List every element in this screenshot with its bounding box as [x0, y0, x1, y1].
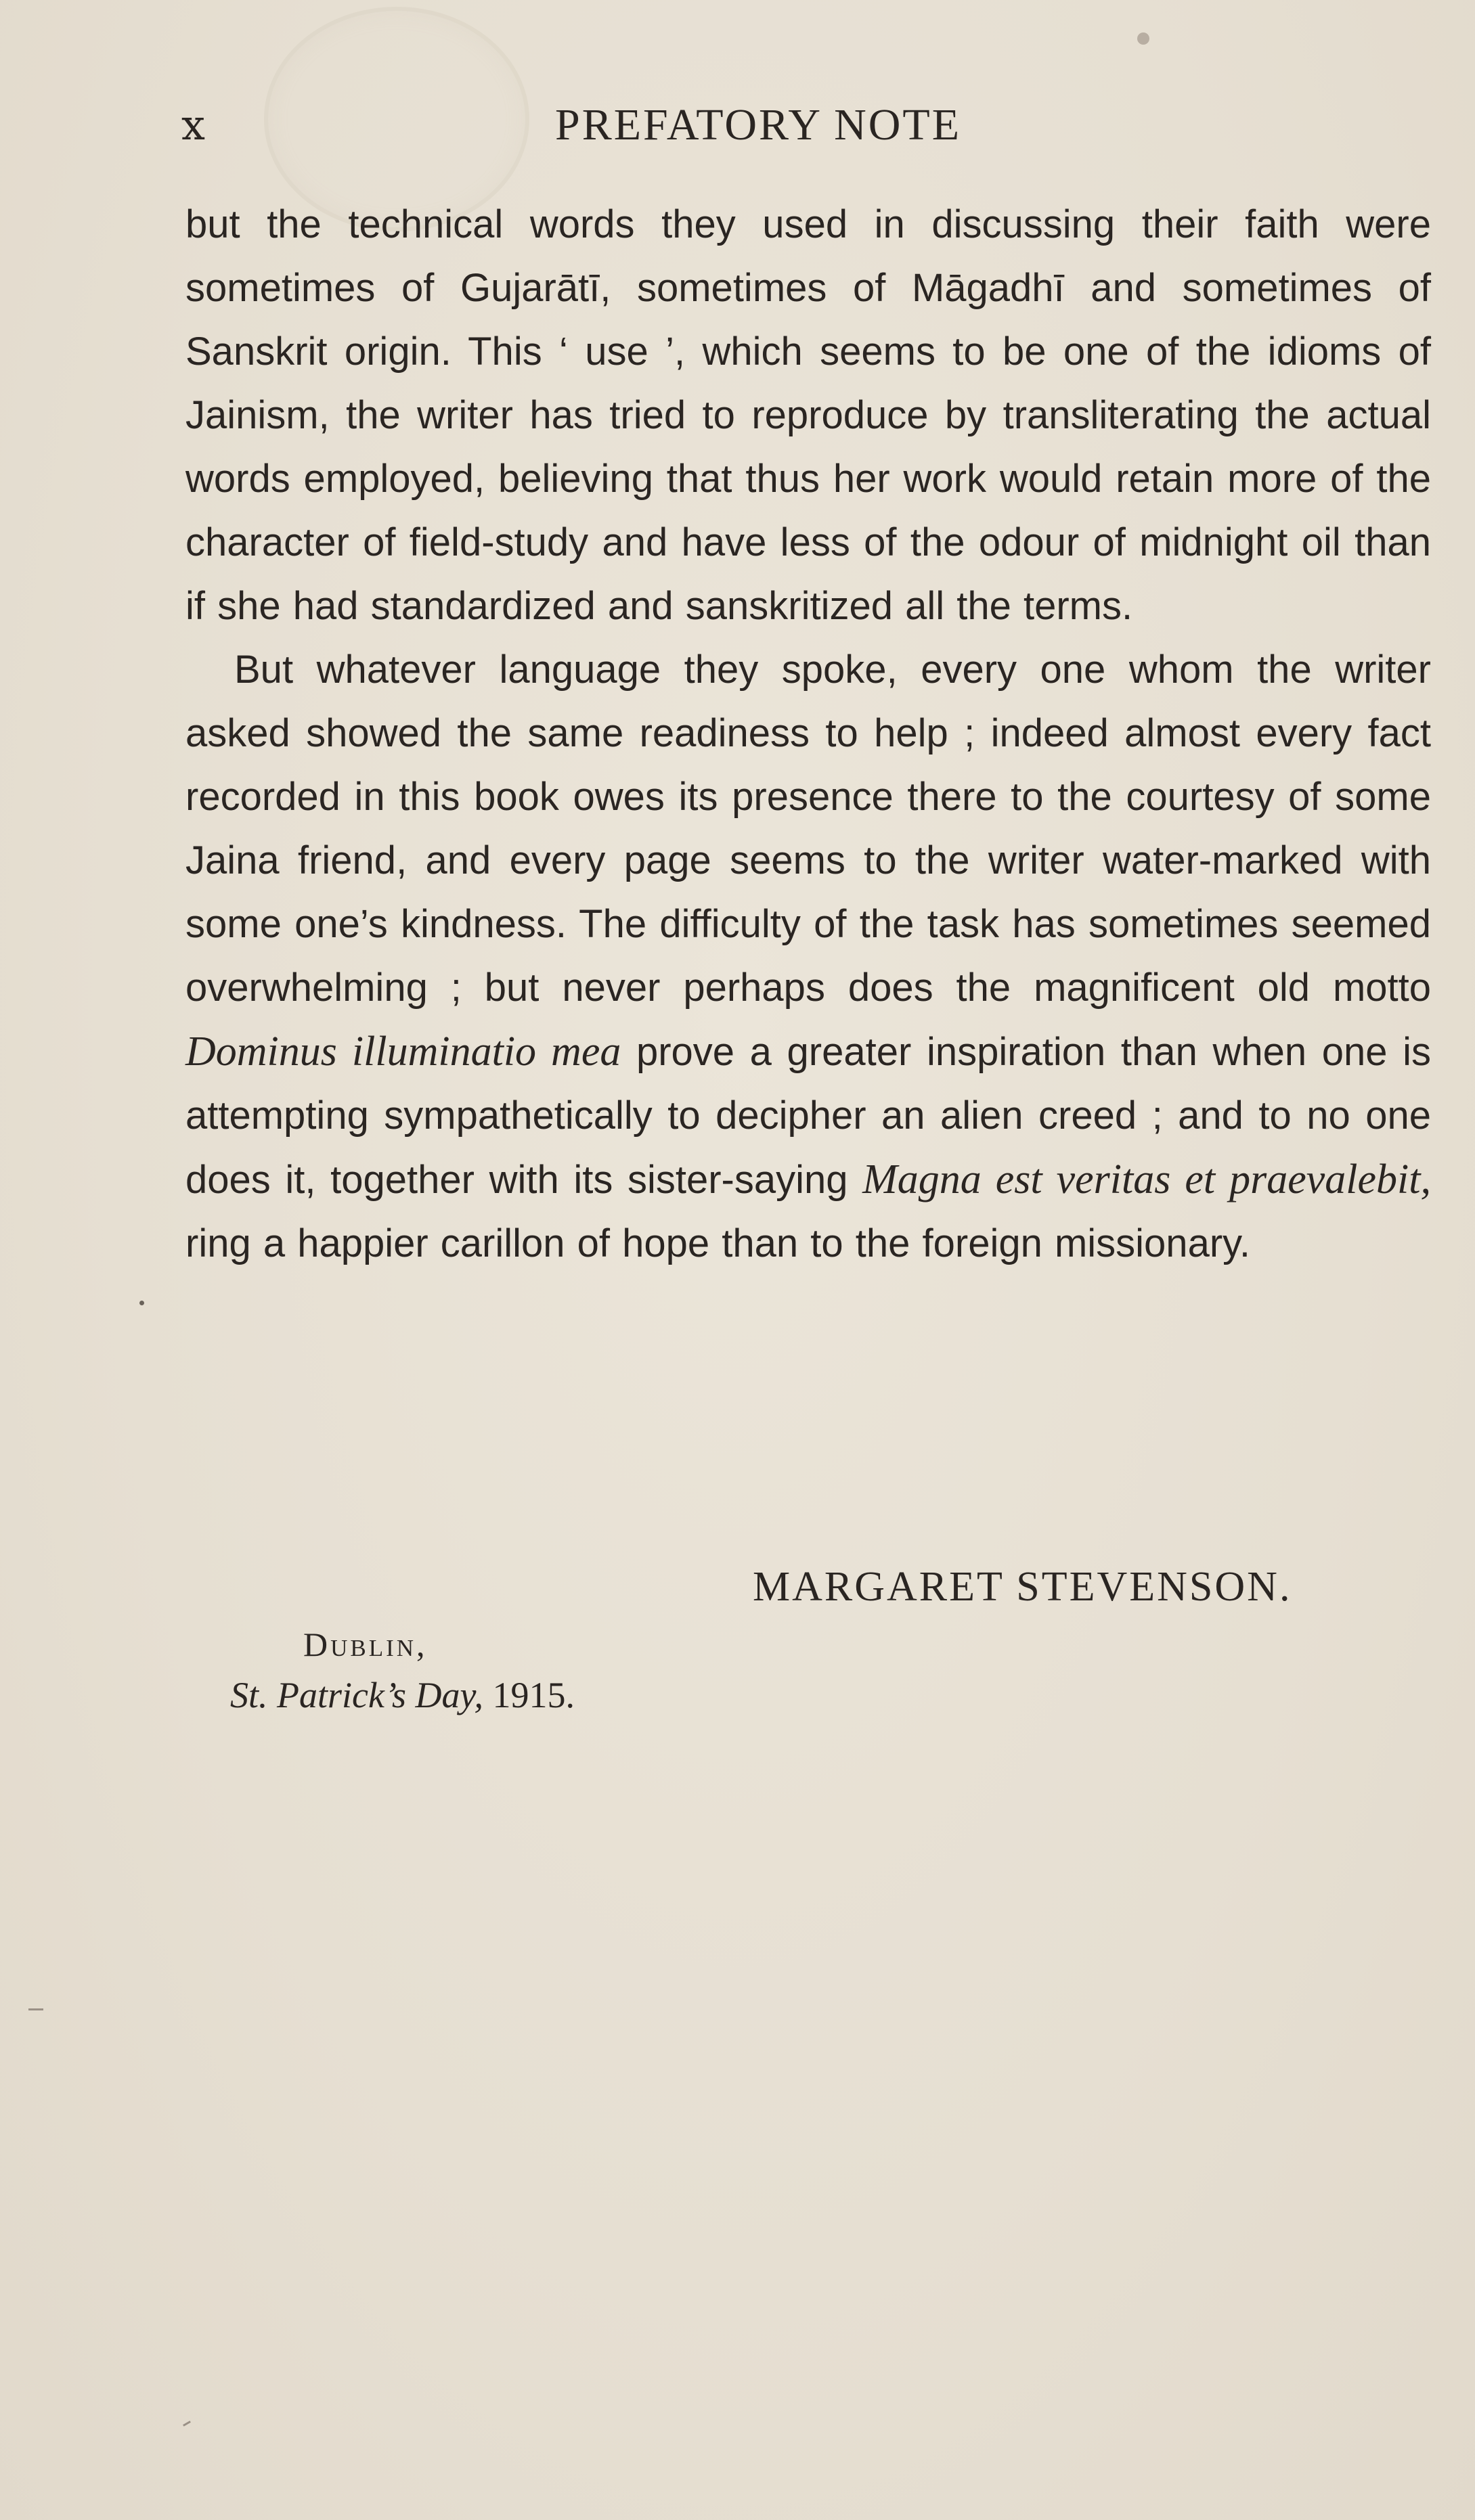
paragraph-2 — [185, 638, 1431, 1276]
date-line — [230, 1668, 575, 1722]
paragraph-2-text-c: ring a happier carillon of hope than to the foreign missionary. — [185, 1221, 1250, 1265]
paragraph-1-text: but the technical words they used in discussing their faith were sometimes of Gujarātī, sometimes of Māgadhī and sometimes of Sanskrit origin. This ‘ use ’, which seems to be one of the idioms of Jainism, the writer has tried to reproduce by transliterating the actual words employed, believing that thus her work would retain more of the character of field-study and have less of the odour of midnight oil than if she had standardized and sanskritized all the terms. — [185, 202, 1431, 628]
paragraph-1 — [185, 193, 1431, 638]
page-number: x — [181, 100, 206, 150]
running-title: PREFATORY NOTE — [555, 100, 962, 150]
paragraph-2-text-a: But whatever language they spoke, every one whom the writer asked showed the same readiness to help ; indeed almost every fact recorded in this book owes its presence there to the courtesy of some Jaina friend, and every page seems to the writer water-marked with some one’s kindness. The difficulty of the task has sometimes seemed overwhelming ; but never perhaps does the magnificent old motto — [185, 648, 1431, 1010]
paper-speck — [1137, 32, 1149, 45]
latin-motto: Dominus illuminatio mea — [185, 1029, 621, 1075]
paper-speck — [183, 2421, 191, 2427]
date-year: 1915. — [483, 1675, 575, 1715]
prefatory-note-body — [185, 193, 1431, 1276]
margin-mark — [139, 1301, 144, 1305]
paper-speck — [28, 2008, 43, 2010]
page-header — [0, 95, 1475, 156]
place-line: Dublin, — [303, 1625, 428, 1663]
paragraph-2-text-b: prove a greater inspiration than when one is attempting sympathetically to decipher an alien creed ; and to no one does it, together with its sister-saying — [185, 1030, 1431, 1202]
latin-saying: Magna est veritas et praevalebit, — [862, 1156, 1431, 1202]
author-signature: MARGARET STEVENSON. — [753, 1564, 1292, 1610]
date-italic: St. Patrick’s Day, — [230, 1675, 483, 1715]
